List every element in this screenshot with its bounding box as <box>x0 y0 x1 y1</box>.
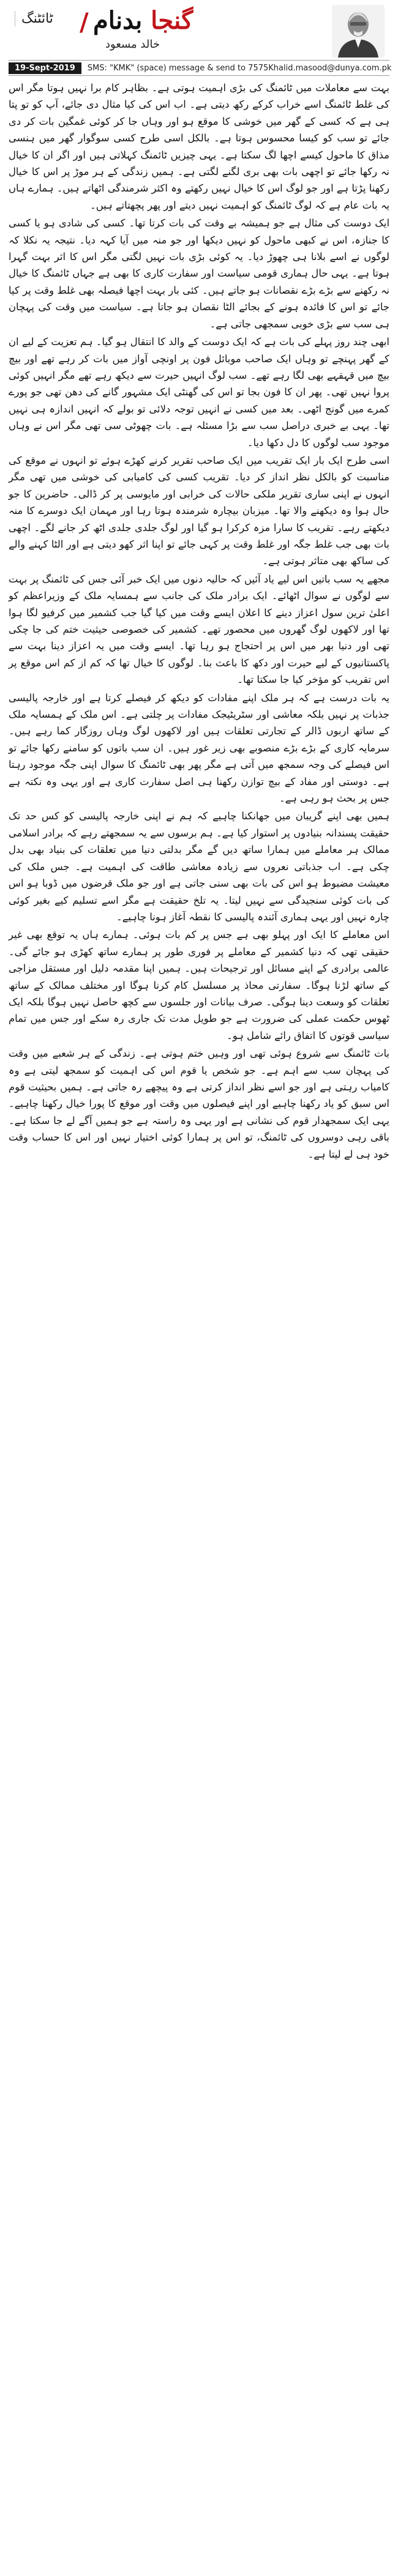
column-logo <box>20 6 222 54</box>
paragraph: ہمیں بھی اپنے گریبان میں جھانکنا چاہیے کہ ہم نے اپنی خارجہ پالیسی کو کس حد تک حقیقت پسندانہ بنیادوں پر استوار کیا ہے۔ ہم برسوں سے یہ سمجھتے رہے کہ برادر اسلامی ممالک ہر معاملے میں ہمارا ساتھ دیں گے مگر بدلتی دنیا میں تعلقات کی بنیاد بھی بدل چکی ہے۔ اب جذباتی نعروں سے زیادہ معاشی طاقت کی اہمیت ہے۔ جس ملک کی معیشت مضبوط ہو اس کی بات بھی سنی جاتی ہے اور جو ملک قرضوں میں ڈوبا ہو اس کی بات کوئی سنجیدگی سے نہیں لیتا۔ یہ تلخ حقیقت ہے مگر اسے تسلیم کیے بغیر کوئی چارہ نہیں اور یہی ہماری آئندہ پالیسی کا نقطہ آغاز ہونا چاہیے۔ <box>9 810 389 923</box>
paragraph: بات ٹائمنگ سے شروع ہوئی تھی اور وہیں ختم ہوتی ہے۔ زندگی کے ہر شعبے میں وقت کی پہچان سب سے اہم ہے۔ جو شخص یا قوم اس کی اہمیت کو سمجھ لیتی ہے وہ کامیاب رہتی ہے اور جو اسے نظر انداز کرتی ہے وہ پیچھے رہ جاتی ہے۔ ہمیں بحیثیت قوم اس سبق کو یاد رکھنا چاہیے اور اپنے فیصلوں میں وقت اور موقع کا پورا خیال رکھنا چاہیے۔ یہی ایک سمجھدار قوم کی نشانی ہے اور یہی وہ راستہ ہے جو ہمیں آگے لے جا سکتا ہے۔ باقی رہی دوسروں کی ٹائمنگ، تو اس پر ہمارا کوئی اختیار نہیں اور اس کا حساب وقت خود ہی لے لیتا ہے۔ <box>9 1048 389 1160</box>
author-email: Khalid.masood@dunya.com.pk <box>268 63 392 73</box>
author-name: خالد مسعود <box>105 38 160 51</box>
paragraph: یہ بات درست ہے کہ ہر ملک اپنے مفادات کو دیکھ کر فیصلے کرتا ہے اور خارجہ پالیسی جذبات پر نہیں بلکہ معاشی اور سٹریٹیجک مفادات پر چلتی ہے۔ اس ملک کے ہمسایہ ملک کے ساتھ اربوں ڈالر کے تجارتی تعلقات ہیں اور لاکھوں لوگ وہاں روزگار کما رہے ہیں۔ سرمایہ کاری کے بڑے بڑے منصوبے بھی زیر غور ہیں۔ ان سب باتوں کو سامنے رکھا جائے تو اس فیصلے کی وجہ سمجھ میں آتی ہے مگر پھر بھی ٹائمنگ کا سوال اپنی جگہ موجود رہتا ہے۔ دوستی اور مفاد کے بیچ توازن رکھنا ہی اصل سفارت کاری ہے اور یہی وہ نکتہ ہے جس پر بحث ہو رہی ہے۔ <box>9 691 389 805</box>
paragraph: بہت سے معاملات میں ٹائمنگ کی بڑی اہمیت ہوتی ہے۔ بظاہر کام برا نہیں ہوتا مگر اس کی غلط ٹائمنگ اسے خراب کرکے رکھ دیتی ہے۔ اب اس کی کیا مثال دی جائے، آپ کو تو پتا ہی ہے کہ کسی کے گھر میں خوشی کا موقع ہو اور وہاں جا کر کوئی غمگین بات کر دی جائے تو سب کو کیسا محسوس ہوتا ہے۔ بالکل اسی طرح کسی سوگوار گھر میں ہنسی مذاق کا ماحول کیسے اچھا لگ سکتا ہے۔ یہی چیزیں ٹائمنگ کہلاتی ہیں اور اگر ان کا خیال نہ رکھا جائے تو اچھی بات بھی بری لگنے لگتی ہے۔ ہمیں زندگی کے ہر موڑ پر اس کا خیال رکھنا پڑتا ہے اور جو لوگ اس کا خیال نہیں رکھتے وہ اکثر شرمندگی اٹھاتے ہیں۔ ہمارے ہاں یہ بات عام ہے کہ لوگ ٹائمنگ کو اہمیت نہیں دیتے اور پھر پچھتاتے ہیں۔ <box>9 82 389 211</box>
paragraph: اسی طرح ایک بار ایک تقریب میں ایک صاحب تقریر کرنے کھڑے ہوئے تو انہوں نے موقع کی مناسبت کو بالکل نظر انداز کر دیا۔ تقریب کسی کی کامیابی کی خوشی میں تھی مگر انہوں نے اپنی ساری تقریر ملکی حالات کی خرابی اور مایوسی پر کر ڈالی۔ حاضرین کا جو حال ہوا وہ دیکھنے والا تھا۔ میزبان بیچارہ شرمندہ ہوتا رہا اور مہمان ایک دوسرے کا منہ دیکھتے رہے۔ تقریب کا سارا مزہ کرکرا ہو گیا اور لوگ جلدی جلدی اٹھ کر جانے لگے۔ اچھی بات بھی جب غلط جگہ اور غلط وقت پر کہی جائے تو اپنا اثر کھو دیتی ہے اور الٹا کہنے والے کی ساکھ بھی متاثر ہوتی ہے۔ <box>9 454 389 567</box>
article-body <box>9 80 389 1163</box>
column-info-strip <box>9 61 392 76</box>
paragraph: مجھے یہ سب باتیں اس لیے یاد آئیں کہ حالیہ دنوں میں ایک خبر آئی جس کی ٹائمنگ پر بہت سے لوگوں نے سوال اٹھائے۔ ایک برادر ملک کی جانب سے ہمسایہ ملک کے وزیراعظم کو اعلیٰ ترین سول اعزاز دینے کا اعلان ایسے وقت میں کیا گیا جب کشمیر میں کرفیو لگا ہوا تھا اور لاکھوں لوگ گھروں میں محصور تھے۔ کشمیر کی خصوصی حیثیت ختم کی جا چکی تھی اور دنیا بھر میں اس پر احتجاج ہو رہا تھا۔ ایسے وقت میں یہ اعزاز دینا بہت سے پاکستانیوں کے لیے حیرت اور دکھ کا باعث بنا۔ لوگوں کا خیال تھا کہ کم از کم اس موقع پر اس تقریب کو مؤخر کیا جا سکتا تھا۔ <box>9 573 389 686</box>
author-portrait-icon <box>332 5 385 58</box>
publish-date: 19-Sept-2019 <box>9 62 81 74</box>
paragraph: اس معاملے کا ایک اور پہلو بھی ہے جس پر کم بات ہوئی۔ ہمارے ہاں یہ توقع بھی غیر حقیقی تھی کہ دنیا کشمیر کے معاملے پر فوری طور پر ہمارے ساتھ کھڑی ہو جائے گی۔ عالمی برادری کے اپنے مسائل اور ترجیحات ہیں۔ ہمیں اپنا مقدمہ دلیل اور مستقل مزاجی کے ساتھ لڑنا ہوگا۔ سفارتی محاذ پر مسلسل کام کرنا ہوگا اور مختلف ممالک کے ساتھ تعلقات کو وسعت دینا ہوگی۔ صرف بیانات اور جلسوں سے کچھ حاصل نہیں ہوگا بلکہ ایک ٹھوس حکمت عملی کی ضرورت ہے جو طویل مدت تک جاری رہ سکے اور جس میں تمام سیاسی قوتوں کا اتفاق رائے شامل ہو۔ <box>9 929 389 1041</box>
paragraph: ایک دوست کی مثال ہے جو ہمیشہ بے وقت کی بات کرتا تھا۔ کسی کی شادی ہو یا کسی کا جنازہ، اس نے کبھی ماحول کو نہیں دیکھا اور جو منہ میں آیا کہہ دیا۔ نتیجہ یہ نکلا کہ لوگوں نے اسے بلانا ہی چھوڑ دیا۔ یہ کوئی بڑی بات نہیں لگتی مگر اس کا اثر بہت گہرا ہوتا ہے۔ یہی حال ہماری قومی سیاست اور سفارت کاری کا بھی ہے جہاں ٹائمنگ کا خیال نہ رکھنے سے بڑے بڑے نقصانات ہو جاتے ہیں۔ کئی بار بہت اچھا فیصلہ بھی غلط وقت پر کیا جائے تو اس کا فائدہ ہونے کے بجائے الٹا نقصان ہو جاتا ہے۔ سیاست میں وقت کی پہچان ہی سب سے بڑی خوبی سمجھی جاتی ہے۔ <box>9 217 389 330</box>
portrait-svg <box>332 5 385 58</box>
column-title <box>93 6 193 35</box>
logo-slash-mark: / <box>80 9 89 37</box>
column-name: ٹائٹنگ <box>15 11 53 26</box>
column-title-part1: گنجا <box>151 6 193 35</box>
column-title-part2: بدنام <box>93 6 143 35</box>
column-masthead <box>9 4 389 61</box>
paragraph: ابھی چند روز پہلے کی بات ہے کہ ایک دوست کے والد کا انتقال ہو گیا۔ ہم تعزیت کے لیے ان کے گھر پہنچے تو وہاں ایک صاحب موبائل فون پر اونچی آواز میں بات کر رہے تھے اور بیچ بیچ میں قہقہے بھی لگا رہے تھے۔ سب لوگ انہیں حیرت سے دیکھ رہے تھے مگر انہیں کوئی پروا نہیں تھی۔ پھر ان کا فون بجا تو اس کی گھنٹی ایک مشہور گانے کی دھن تھی جو پورے کمرے میں گونج اٹھی۔ بعد میں کسی نے انہیں توجہ دلائی تو بولے کہ انہیں اندازہ ہی نہیں تھا۔ یہی بے خبری دراصل سب سے بڑا مسئلہ ہے۔ بات چھوٹی سی تھی مگر اس نے وہاں موجود سب لوگوں کا دل دکھا دیا۔ <box>9 336 389 449</box>
sms-instructions: SMS: "KMK" (space) message & send to 7575 <box>87 63 269 73</box>
